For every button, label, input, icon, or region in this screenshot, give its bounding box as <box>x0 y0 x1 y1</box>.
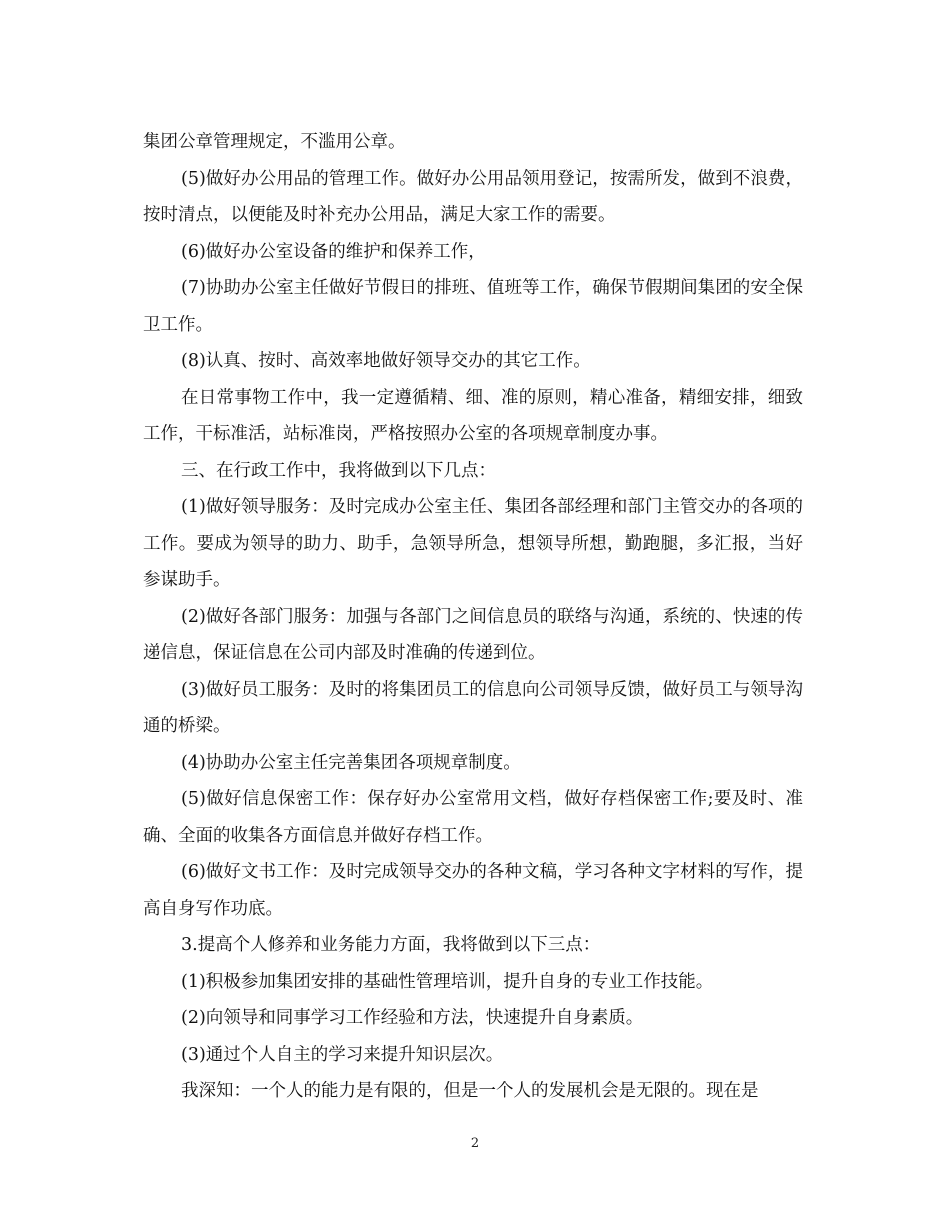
paragraph: (8)认真、按时、高效率地做好领导交办的其它工作。 <box>181 351 591 371</box>
paragraph: (5)做好信息保密工作：保存好办公室常用文档，做好存档保密工作;要及时、准确、全面的收集各方面信息并做好存档工作。 <box>143 789 803 846</box>
paragraph: (7)协助办公室主任做好节假日的排班、值班等工作，确保节假期间集团的安全保卫工作。 <box>143 278 803 335</box>
document-body <box>143 124 803 1110</box>
paragraph: 我深知：一个人的能力是有限的，但是一个人的发展机会是无限的。现在是 <box>181 1081 759 1101</box>
paragraph: (6)做好文书工作：及时完成领导交办的各种文稿，学习各种文字材料的写作，提高自身写作功底。 <box>143 862 803 919</box>
paragraph: 集团公章管理规定，不滥用公章。 <box>143 132 406 152</box>
paragraph: (4)协助办公室主任完善集团各项规章制度。 <box>181 752 521 773</box>
paragraph: (3)做好员工服务：及时的将集团员工的信息向公司领导反馈，做好员工与领导沟通的桥梁。 <box>143 679 803 736</box>
paragraph: (1)积极参加集团安排的基础性管理培训，提升自身的专业工作技能。 <box>181 971 714 992</box>
paragraph: (2)向领导和同事学习工作经验和方法，快速提升自身素质。 <box>181 1008 644 1028</box>
section-heading: 3.提高个人修养和业务能力方面，我将做到以下三点： <box>181 935 601 955</box>
section-heading: 三、在行政工作中，我将做到以下几点： <box>181 460 496 481</box>
paragraph: (2)做好各部门服务：加强与各部门之间信息员的联络与沟通，系统的、快速的传递信息，保证信息在公司内部及时准确的传递到位。 <box>143 606 803 663</box>
paragraph: (3)通过个人自主的学习来提升知识层次。 <box>181 1044 504 1065</box>
paragraph: (5)做好办公用品的管理工作。做好办公用品领用登记，按需所发，做到不浪费，按时清点，以便能及时补充办公用品，满足大家工作的需要。 <box>143 168 803 225</box>
paragraph: (1)做好领导服务：及时完成办公室主任、集团各部经理和部门主管交办的各项的工作。要成为领导的助力、助手，急领导所急，想领导所想，勤跑腿，多汇报，当好参谋助手。 <box>143 497 803 590</box>
paragraph: 在日常事物工作中，我一定遵循精、细、准的原则，精心准备，精细安排，细致工作，干标准活，站标准岗，严格按照办公室的各项规章制度办事。 <box>143 387 803 444</box>
paragraph: (6)做好办公室设备的维护和保养工作， <box>181 241 486 262</box>
page-number: 2 <box>470 1136 480 1151</box>
